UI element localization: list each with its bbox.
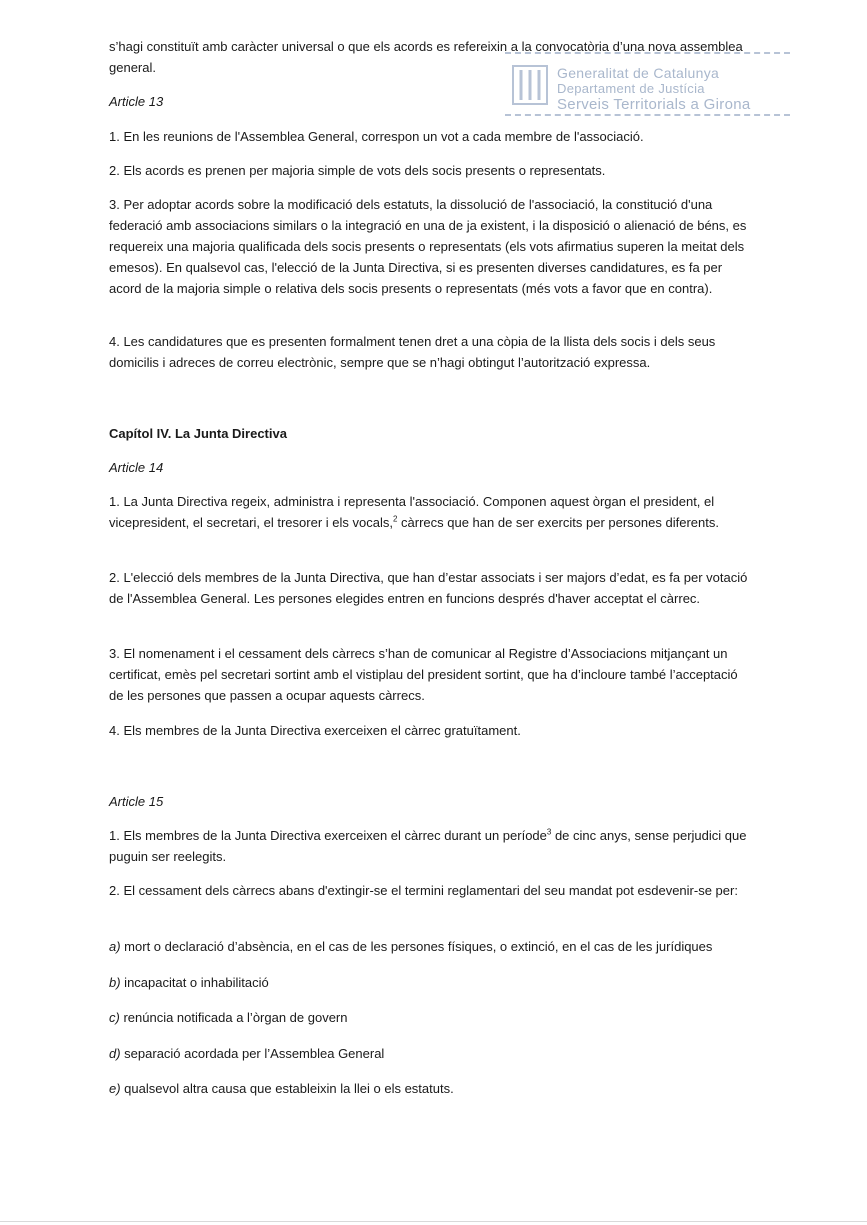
article-15-paragraph-1-text-cont: de cinc anys, sense perjudici que puguin ser reelegits. (109, 828, 747, 864)
item-letter-d: d) (109, 1046, 121, 1061)
item-letter-b: b) (109, 975, 121, 990)
article-13-paragraph-1: 1. En les reunions de l'Assemblea General, correspon un vot a cada membre de l'associació. (109, 129, 644, 144)
intro-paragraph: s’hagi constituït amb caràcter universal o que els acords es refereixin a la convocatòria d’una nova assemblea general. (109, 39, 743, 75)
stamp-line-3: Serveis Territorials a Girona (557, 96, 751, 113)
item-text-c: renúncia notificada a l’òrgan de govern (119, 1010, 348, 1025)
page-bottom-edge (0, 1221, 867, 1222)
footnote-ref-2[interactable]: 2 (392, 514, 398, 524)
article-14-paragraph-3: 3. El nomenament i el cessament dels càrrecs s’han de comunicar al Registre d’Associacions mitjançant un certificat, emès pel secretari sortint amb el vistiplau del president sortint, que ha d’incloure també l’acceptació de les persones que passen a ocupar aquests càrrecs. (109, 646, 738, 703)
article-15-item-b (109, 972, 749, 993)
item-text-e: qualsevol altra causa que estableixin la llei o els estatuts. (120, 1081, 454, 1096)
article-15-paragraph-2: 2. El cessament dels càrrecs abans d'extingir-se el termini reglamentari del seu mandat pot esdevenir-se per: (109, 883, 738, 898)
item-text-b: incapacitat o inhabilitació (120, 975, 269, 990)
item-letter-a: a) (109, 939, 121, 954)
article-15-title: Article 15 (109, 794, 164, 809)
article-14-paragraph-1-text: 1. La Junta Directiva regeix, administra i representa l'associació. Componen aquest òrgan el president, el vicepresident, el secretari, el tresorer i els vocals, (109, 494, 715, 530)
article-14-paragraph-4: 4. Els membres de la Junta Directiva exerceixen el càrrec gratuïtament. (109, 723, 521, 738)
article-13-paragraph-2: 2. Els acords es prenen per majoria simple de vots dels socis presents o representats. (109, 163, 606, 178)
stamp-line-1: Generalitat de Catalunya (557, 65, 720, 81)
article-15-item-c (109, 1007, 749, 1028)
article-15-item-a (109, 936, 749, 957)
article-15-item-d (109, 1043, 749, 1064)
stamp-line-2: Departament de Justícia (557, 81, 705, 96)
article-15-paragraph-1 (109, 825, 749, 867)
article-13-paragraph-4: 4. Les candidatures que es presenten formalment tenen dret a una còpia de la llista dels socis i dels seus domicilis i adreces de correu electrònic, sempre que se n’hagi obtingut l’autorització expressa. (109, 334, 716, 370)
article-13-paragraph-3: 3. Per adoptar acords sobre la modificació dels estatuts, la dissolució de l'associació, la constitució d'una federació amb associacions similars o la integració en una de ja existent, i la disposició o alienació de béns, es requereix una majoria qualificada dels socis presents o representats (els vots afirmatius superen la meitat dels emesos). En qualsevol cas, l'elecció de la Junta Directiva, si es presenten diverses candidatures, es fa per acord de la majoria simple o relativa dels socis presents o representats (més vots a favor que en contra). (109, 197, 747, 296)
stamp-border-bottom (505, 114, 790, 116)
article-15-paragraph-1-text: 1. Els membres de la Junta Directiva exerceixen el càrrec durant un període (109, 828, 547, 843)
footnote-ref-3[interactable]: 3 (546, 827, 552, 837)
article-14-paragraph-1-text-cont: càrrecs que han de ser exercits per persones diferents. (397, 515, 719, 530)
article-14-title: Article 14 (109, 460, 164, 475)
item-text-a: mort o declaració d’absència, en el cas de les persones físiques, o extinció, en el cas de les jurídiques (120, 939, 713, 954)
article-13-title: Article 13 (109, 94, 164, 109)
item-text-d: separació acordada per l’Assemblea General (120, 1046, 385, 1061)
item-letter-e: e) (109, 1081, 121, 1096)
chapter-4-heading: Capítol IV. La Junta Directiva (109, 426, 287, 441)
article-14-paragraph-1 (109, 491, 749, 533)
article-15-item-e (109, 1078, 749, 1099)
item-letter-c: c) (109, 1010, 120, 1025)
article-14-paragraph-2: 2. L'elecció dels membres de la Junta Directiva, que han d’estar associats i ser majors d’edat, es fa per votació de l'Assemblea General. Les persones elegides entren en funcions després d'haver acceptat el càrrec. (109, 570, 748, 606)
